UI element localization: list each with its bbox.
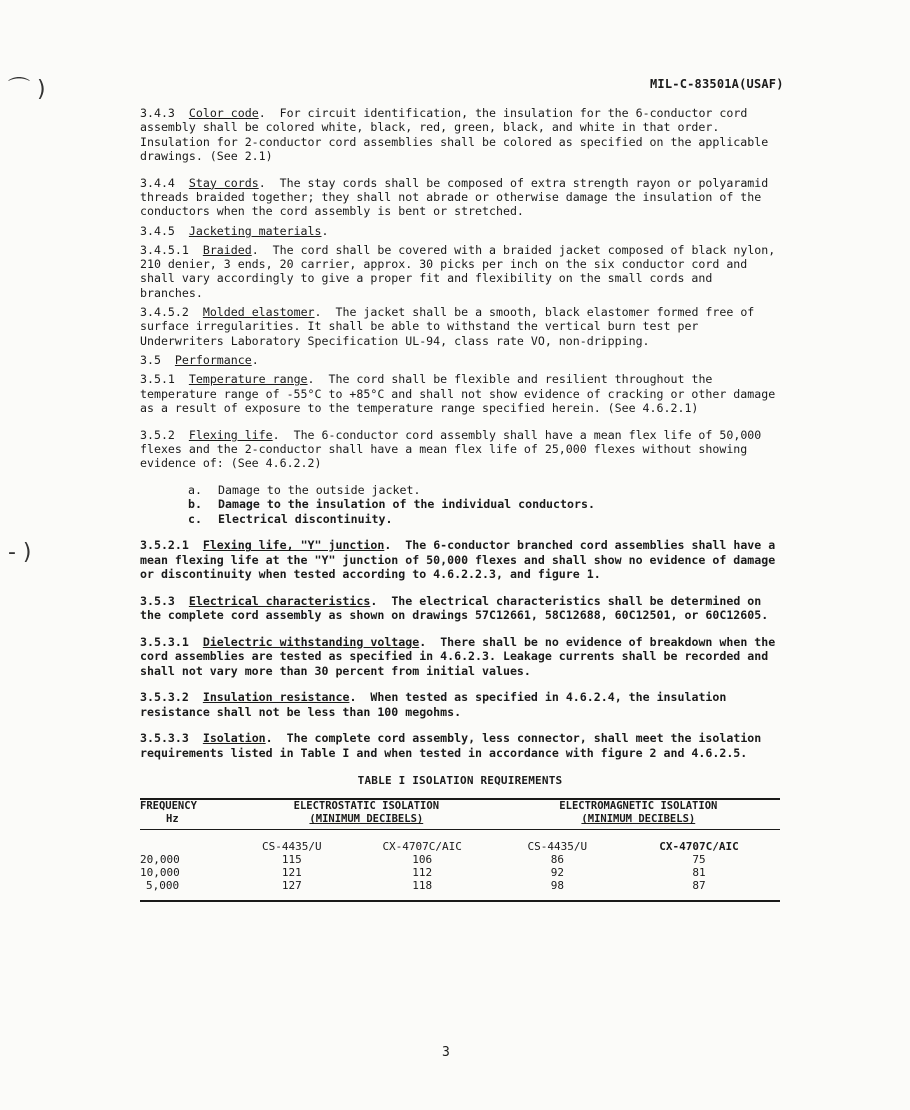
section-3-5-3-3: 3.5.3.3 Isolation. The complete cord assembly, less connector, shall meet the isolation requirements listed in Table I and when tested in accordance with figure 2 and 4.6.2.5.	[140, 731, 762, 760]
section-heading: Jacketing materials	[188, 223, 322, 238]
list-item: c. Electrical discontinuity.	[188, 511, 393, 526]
section-3-5-1: 3.5.1 Temperature range. The cord shall be flexible and resilient throughout the temperature range of -55°C to +85°C and shall not show evidence of cracking or other damage as a result of exposure to the temperature range specified herein. (See 4.6.2.1)	[140, 372, 776, 415]
section-3-4-3: 3.4.3 Color code. For circuit identification, the insulation for the 6-conductor cord assembly shall be colored white, black, red, green, black, and white in that order. Insulation for 2-conductor cord assemblies shall be colored as specified on the applicable drawings. (See 2.1)	[140, 106, 769, 163]
section-number: 3.5.3.1	[140, 634, 189, 649]
isolation-requirements-table	[140, 798, 780, 902]
section-heading: Isolation	[202, 731, 266, 746]
section-3-5-2-1: 3.5.2.1 Flexing life, "Y" junction. The 6-conductor branched cord assemblies shall have a mean flexing life at the "Y" junction of 50,000 flexes and shall show no evidence of damage or discontinuity when tested according to 4.6.2.2.3, and figure 1.	[140, 538, 776, 582]
column-header-electromagnetic: ELECTROMAGNETIC ISOLATION (MINIMUM DECIBELS)	[497, 799, 780, 830]
section-body: When tested as specified in 4.6.2.4, the insulation resistance shall not be less than 100 megohms.	[140, 690, 727, 719]
section-3-4-4: 3.4.4 Stay cords. The stay cords shall be composed of extra strength rayon or polyaramid threads braided together; they shall not abrade or otherwise damage the insulation of the conductors when the cord assembly is bent or stretched.	[140, 175, 769, 219]
section-number: 3.4.5.1	[140, 242, 189, 257]
section-number: 3.5	[140, 352, 161, 367]
section-heading: Flexing life	[188, 427, 273, 442]
section-heading: Flexing life, "Y" junction	[202, 538, 385, 553]
section-3-4-5: 3.4.5 Jacketing materials.	[140, 223, 329, 238]
section-number: 3.5.2	[140, 427, 175, 442]
section-number: 3.4.5	[140, 223, 175, 238]
subcolumn-header: CS-4435/U	[527, 840, 588, 854]
page-number: 3	[442, 1045, 450, 1060]
section-heading: Electrical characteristics	[188, 593, 371, 608]
section-body: The cord shall be covered with a braided jacket composed of black nylon, 210 denier, 3 ends, 20 carrier, approx. 30 picks per inch on the six conductor cord and shall vary accordingly to give a proper fit and flexibility on the small cords and branches.	[140, 242, 776, 300]
list-item: a. Damage to the outside jacket.	[188, 483, 421, 498]
column-header-frequency: FREQUENCY Hz	[140, 799, 236, 830]
section-body: For circuit identification, the insulation for the 6-conductor cord assembly shall be colored white, black, red, green, black, and white in that order. Insulation for 2-conductor cord assemblies shall be colored as specified on the applicable drawings. (See 2.1)	[140, 106, 769, 163]
section-number: 3.4.3	[140, 106, 175, 120]
subcolumn-header: CX-4707C/AIC	[659, 840, 739, 854]
section-number: 3.4.4	[140, 175, 175, 190]
section-body: The 6-conductor branched cord assemblies shall have a mean flexing life at the "Y" junction of 50,000 flexes and shall show no evidence of damage or discontinuity when tested according to 4.6.2.2.3, and figure 1.	[140, 538, 776, 582]
section-3-4-5-1: 3.4.5.1 Braided. The cord shall be covered with a braided jacket composed of black nylon, 210 denier, 3 ends, 20 carrier, approx. 30 picks per inch on the six conductor cord and shall vary accordingly to give a proper fit and flexibility on the small cords and branches.	[140, 242, 776, 300]
section-number: 3.5.3.3	[140, 731, 189, 746]
section-3-5: 3.5 Performance.	[140, 352, 259, 367]
section-heading: Stay cords	[188, 175, 259, 190]
section-number: 3.4.5.2	[140, 305, 189, 320]
column-header-electrostatic: ELECTROSTATIC ISOLATION (MINIMUM DECIBELS)	[236, 799, 497, 830]
section-heading: Performance	[174, 352, 252, 367]
section-3-5-2: 3.5.2 Flexing life. The 6-conductor cord assembly shall have a mean flex life of 50,000 flexes and the 2-conductor shall have a mean flex life of 25,000 flexes without showing evidence of: (See 4.6.2.2)	[140, 427, 762, 471]
section-number: 3.5.2.1	[140, 538, 189, 553]
table-title: TABLE I ISOLATION REQUIREMENTS	[357, 773, 563, 787]
list-item: b. Damage to the insulation of the individual conductors.	[188, 497, 595, 512]
flex-damage-list	[188, 483, 780, 526]
document-id: MIL-C-83501A(USAF)	[650, 77, 784, 91]
table-row: 10,000 121 112 92 81	[140, 866, 706, 880]
section-3-5-3-1: 3.5.3.1 Dielectric withstanding voltage. There shall be no evidence of breakdown when the cord assemblies are tested as specified in 4.6.2.3. Leakage currents shall be recorded and shall not vary more than 30 percent from initial values.	[140, 634, 776, 678]
section-body: The jacket shall be a smooth, black elastomer formed free of surface irregularities. It shall be able to withstand the vertical burn test per Underwriters Laboratory Specification UL-94, class rate VO, non-dripping.	[140, 305, 755, 348]
section-heading: Braided	[202, 242, 252, 257]
section-body: The 6-conductor cord assembly shall have a mean flex life of 50,000 flexes and the 2-conductor shall have a mean flex life of 25,000 flexes without showing evidence of: (See 4.6.2.2)	[140, 427, 762, 471]
subcolumn-header: CS-4435/U	[262, 840, 322, 854]
margin-punch-mark: ⌒ )	[8, 77, 46, 102]
margin-punch-mark: - )	[8, 540, 32, 565]
table-row: 20,000 115 106 86 75	[140, 853, 706, 867]
section-body: The stay cords shall be composed of extra strength rayon or polyaramid threads braided together; they shall not abrade or otherwise damage the insulation of the conductors when the cord assembly is bent or stretched.	[140, 175, 769, 219]
subcolumn-header: CX-4707C/AIC	[382, 840, 462, 854]
section-heading: Insulation resistance	[202, 690, 350, 705]
section-3-4-5-2: 3.4.5.2 Molded elastomer. The jacket shall be a smooth, black elastomer formed free of surface irregularities. It shall be able to withstand the vertical burn test per Underwriters Laboratory Specification UL-94, class rate VO, non-dripping.	[140, 305, 755, 348]
section-number: 3.5.1	[140, 372, 175, 387]
document-body	[140, 106, 780, 902]
section-heading: Dielectric withstanding voltage	[202, 634, 420, 649]
section-body: The cord shall be flexible and resilient throughout the temperature range of -55°C to +85°C and shall not show evidence of cracking or other damage as a result of exposure to the temperature range specified herein. (See 4.6.2.1)	[140, 372, 776, 415]
section-heading: Molded elastomer	[202, 305, 315, 320]
section-number: 3.5.3.2	[140, 690, 189, 705]
section-heading: Color code	[188, 106, 259, 120]
section-body: The complete cord assembly, less connector, shall meet the isolation requirements listed in Table I and when tested in accordance with figure 2 and 4.6.2.5.	[140, 731, 762, 760]
section-number: 3.5.3	[140, 593, 175, 608]
section-heading: Temperature range	[188, 372, 308, 387]
section-3-5-3-2: 3.5.3.2 Insulation resistance. When tested as specified in 4.6.2.4, the insulation resistance shall not be less than 100 megohms.	[140, 690, 727, 719]
table-row: 5,000 127 118 98 87	[146, 879, 706, 893]
table-subheader-row	[140, 830, 780, 854]
section-3-5-3: 3.5.3 Electrical characteristics. The electrical characteristics shall be determined on the complete cord assembly as shown on drawings 57C12661, 58C12688, 60C12501, or 60C12605.	[140, 593, 769, 623]
section-body: There shall be no evidence of breakdown when the cord assemblies are tested as specified in 4.6.2.3. Leakage currents shall be recorded and shall not vary more than 30 percent from initial values.	[140, 634, 776, 678]
table-header-row	[140, 799, 780, 830]
section-body: The electrical characteristics shall be determined on the complete cord assembly as shown on drawings 57C12661, 58C12688, 60C12501, or 60C12605.	[140, 593, 769, 623]
